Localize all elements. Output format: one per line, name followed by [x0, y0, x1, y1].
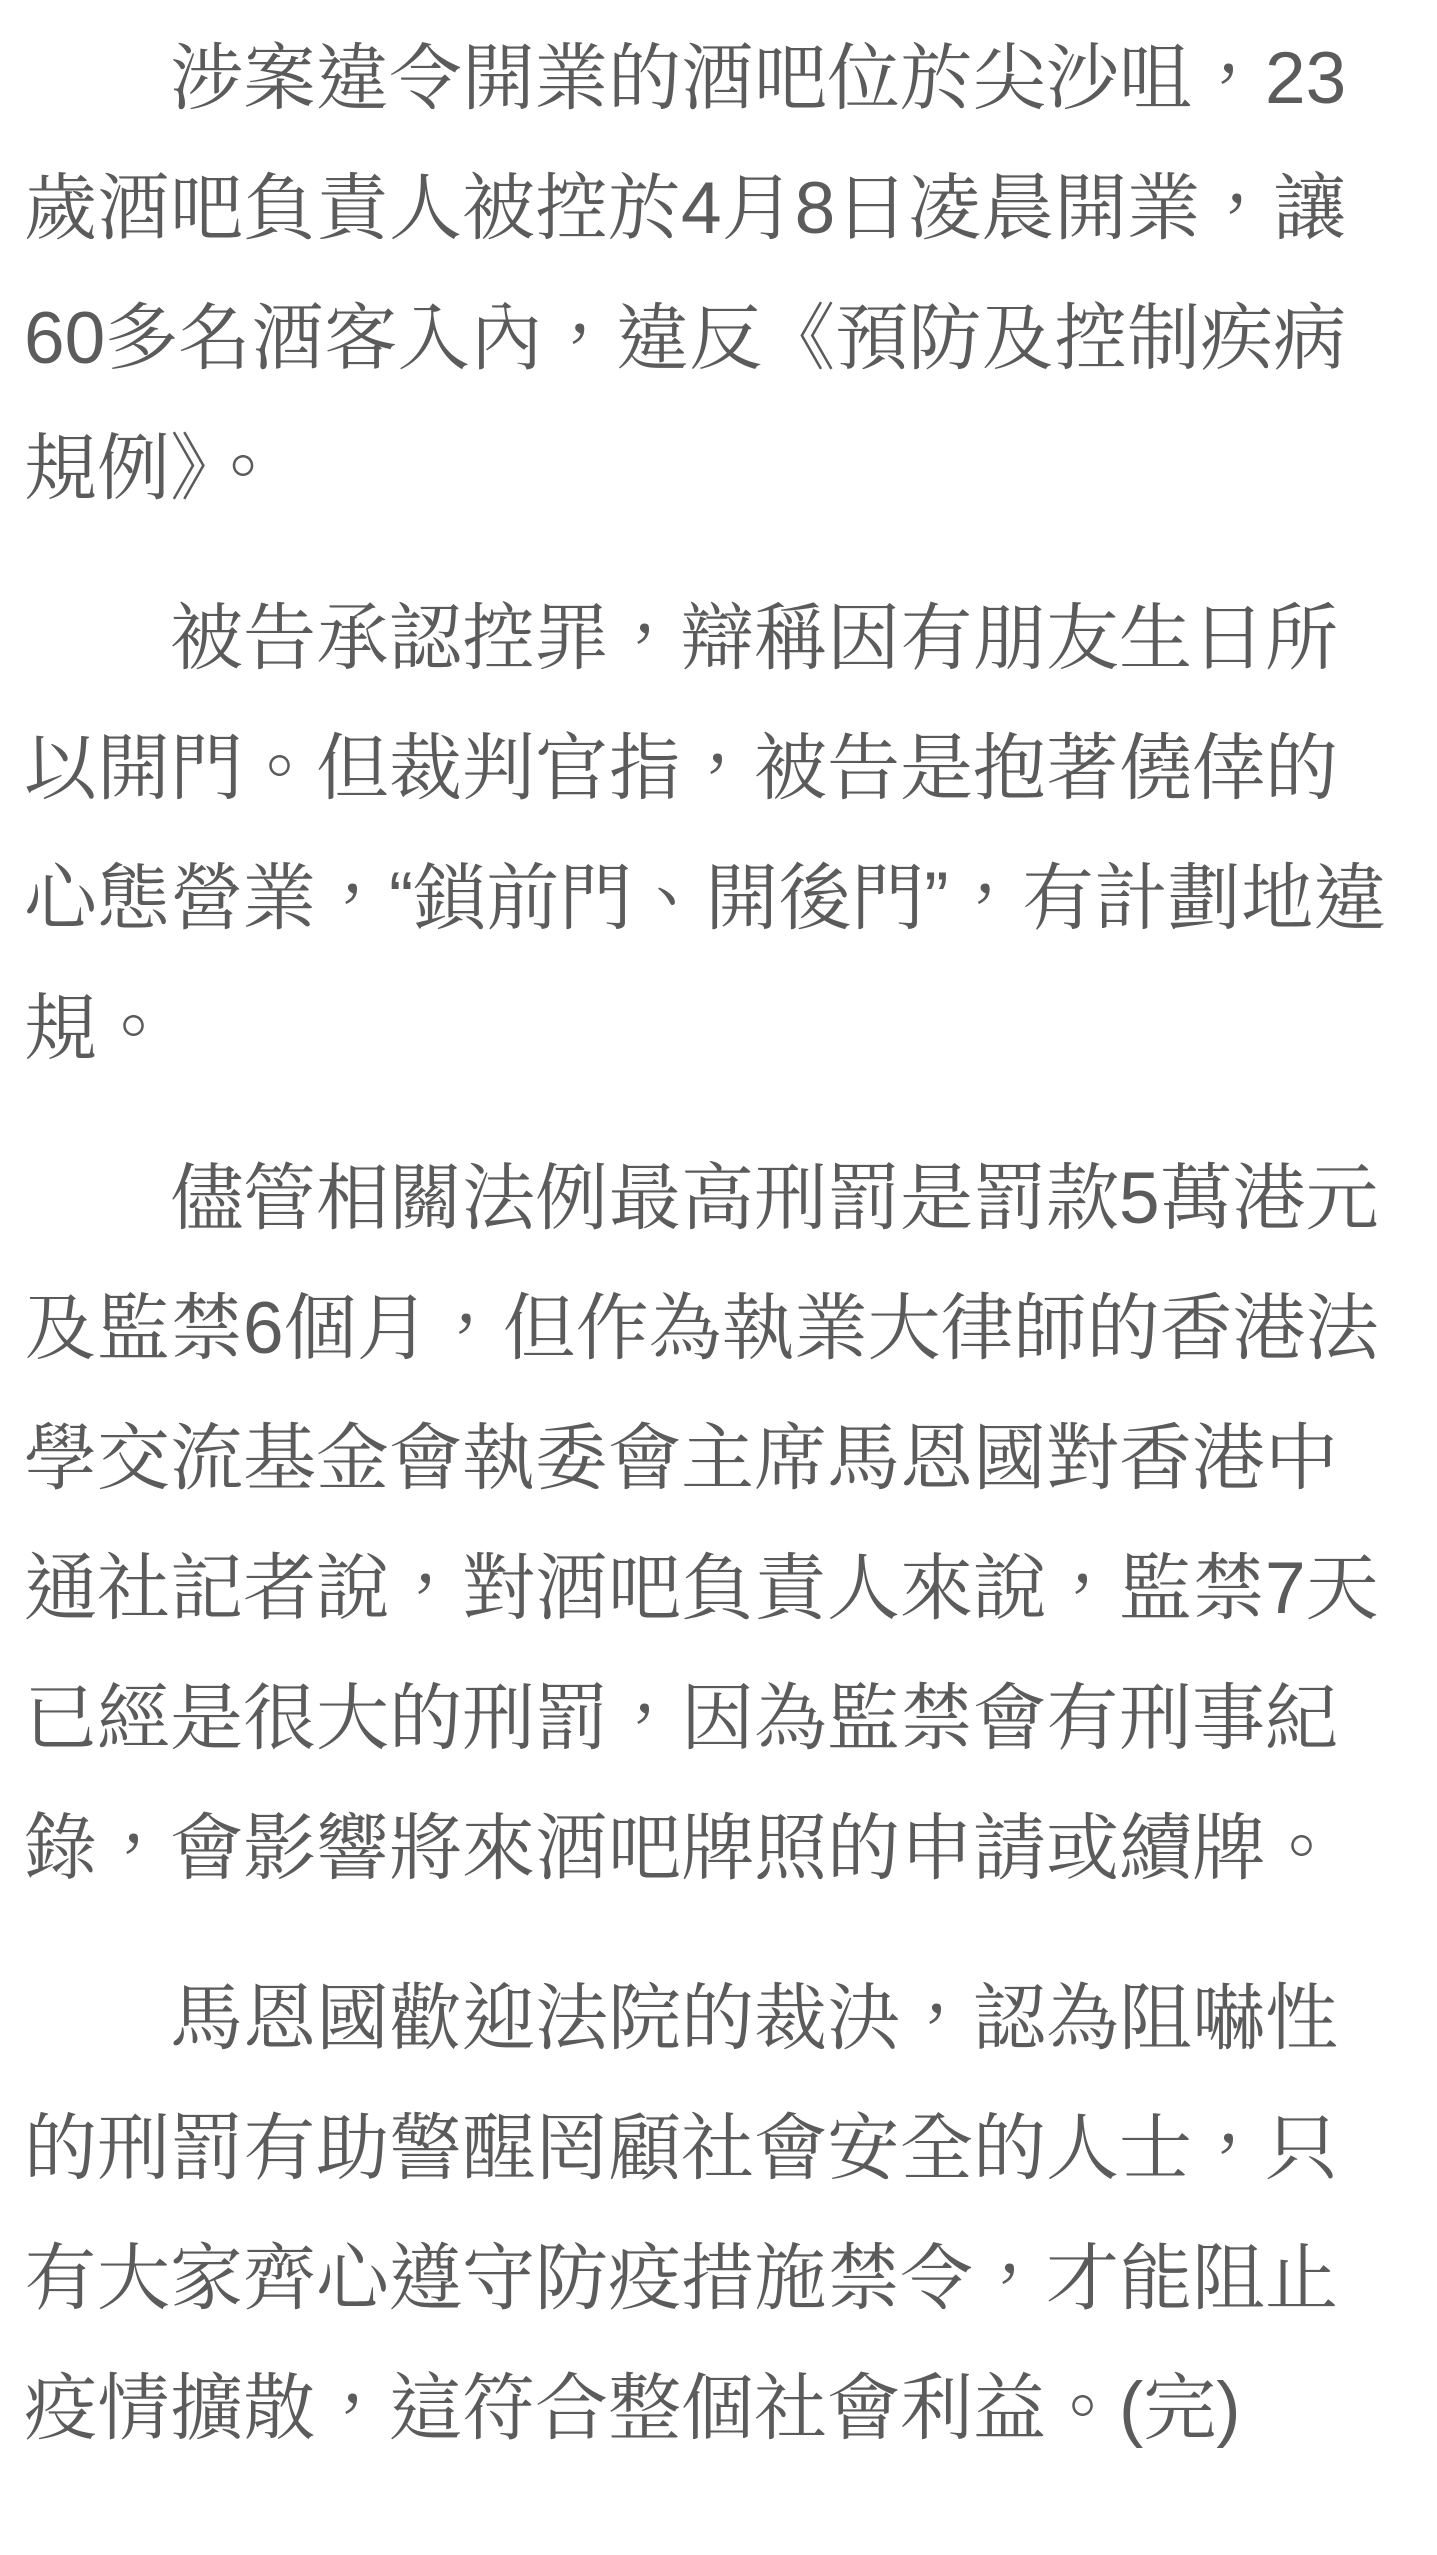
text-line: 已經是很大的刑罰，因為監禁會有刑事紀	[24, 1678, 1338, 1759]
text-line: 的刑罰有助警醒罔顧社會安全的人士，只	[24, 2108, 1338, 2189]
text-line: 60多名酒客入內，違反《預防及控制疾病	[24, 298, 1347, 379]
paragraph	[24, 1954, 1415, 2474]
text-line: 有大家齊心遵守防疫措施禁令，才能阻止	[24, 2238, 1338, 2319]
text-line: 儘管相關法例最高刑罰是罰款5萬港元	[170, 1158, 1379, 1239]
text-line: 被告承認控罪，辯稱因有朋友生日所	[170, 598, 1338, 679]
text-line: 學交流基金會執委會主席馬恩國對香港中	[24, 1418, 1338, 1499]
paragraph	[24, 574, 1415, 1094]
text-line: 歲酒吧負責人被控於4月8日凌晨開業，讓	[24, 168, 1347, 249]
article-paragraphs	[24, 14, 1415, 2474]
text-line: 疫情擴散，這符合整個社會利益。(完)	[24, 2368, 1241, 2449]
text-line: 及監禁6個月，但作為執業大律師的香港法	[24, 1288, 1379, 1369]
text-line: 規。	[24, 988, 170, 1069]
text-line: 馬恩國歡迎法院的裁決，認為阻嚇性	[170, 1978, 1338, 2059]
text-line: 以開門。但裁判官指，被告是抱著僥倖的	[24, 728, 1338, 809]
text-line: 通社記者說，對酒吧負責人來說，監禁7天	[24, 1548, 1379, 1629]
text-line: 錄，會影響將來酒吧牌照的申請或續牌。	[24, 1808, 1338, 1889]
text-line: 心態營業，“鎖前門、開後門”，有計劃地違	[24, 858, 1387, 939]
paragraph	[24, 14, 1415, 534]
text-line: 規例》。	[24, 428, 280, 509]
text-line: 涉案違令開業的酒吧位於尖沙咀，23	[170, 38, 1347, 119]
paragraph	[24, 1134, 1415, 1914]
